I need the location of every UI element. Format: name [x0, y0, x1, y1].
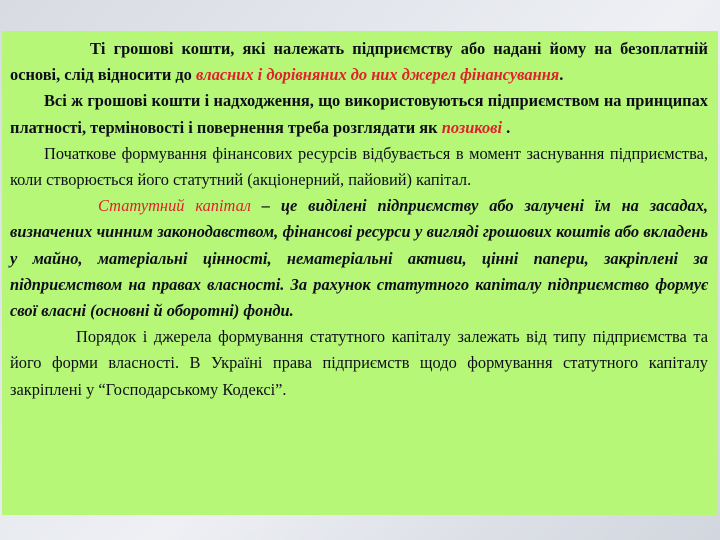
paragraph-formation-order: Порядок і джерела формування статутного капіталу залежать від типу підприємства та його форми власності. В Україні права підприємств щодо формування статутного капіталу закріплені у “Господарському Кодексі”.	[10, 327, 708, 399]
paragraph-initial-formation: Початкове формування фінансових ресурсів відбувається в момент заснування підприємства, коли створюється його статутний (акціонерний, пайовий) капітал.	[10, 143, 708, 190]
content-panel	[2, 31, 718, 515]
borrowed-funds-period: .	[502, 117, 511, 137]
paragraph-own-funds	[10, 36, 708, 88]
own-funds-period: .	[559, 65, 564, 85]
paragraph-charter-capital	[10, 193, 708, 324]
own-funds-highlight: власних і дорівняних до них джерел фінансування	[195, 65, 560, 85]
borrowed-funds-highlight: позикові	[441, 117, 503, 137]
charter-capital-definition: – це виділені підприємству або залучені їм на засадах, визначених чинним законодавством, фінансові ресурси у вигляді грошових коштів або вкладень у майно, матеріальні цінності, нематеріальні активи, цінні папери, закріплені за підприємством на правах власності. За рахунок статутного капіталу підприємство формує свої власні (основні й оборотні) фонди.	[10, 196, 708, 321]
charter-capital-term: Статутний капітал	[98, 196, 251, 216]
borrowed-funds-text: Всі ж грошові кошти і надходження, що використовуються підприємством на принципах платності, терміновості і повернення треба розглядати як	[10, 91, 708, 137]
own-funds-text: Ті грошові кошти, які належать підприємству або надані йому на безоплатній основі, слід відносити до	[10, 39, 708, 85]
paragraph-borrowed-funds	[10, 88, 708, 140]
